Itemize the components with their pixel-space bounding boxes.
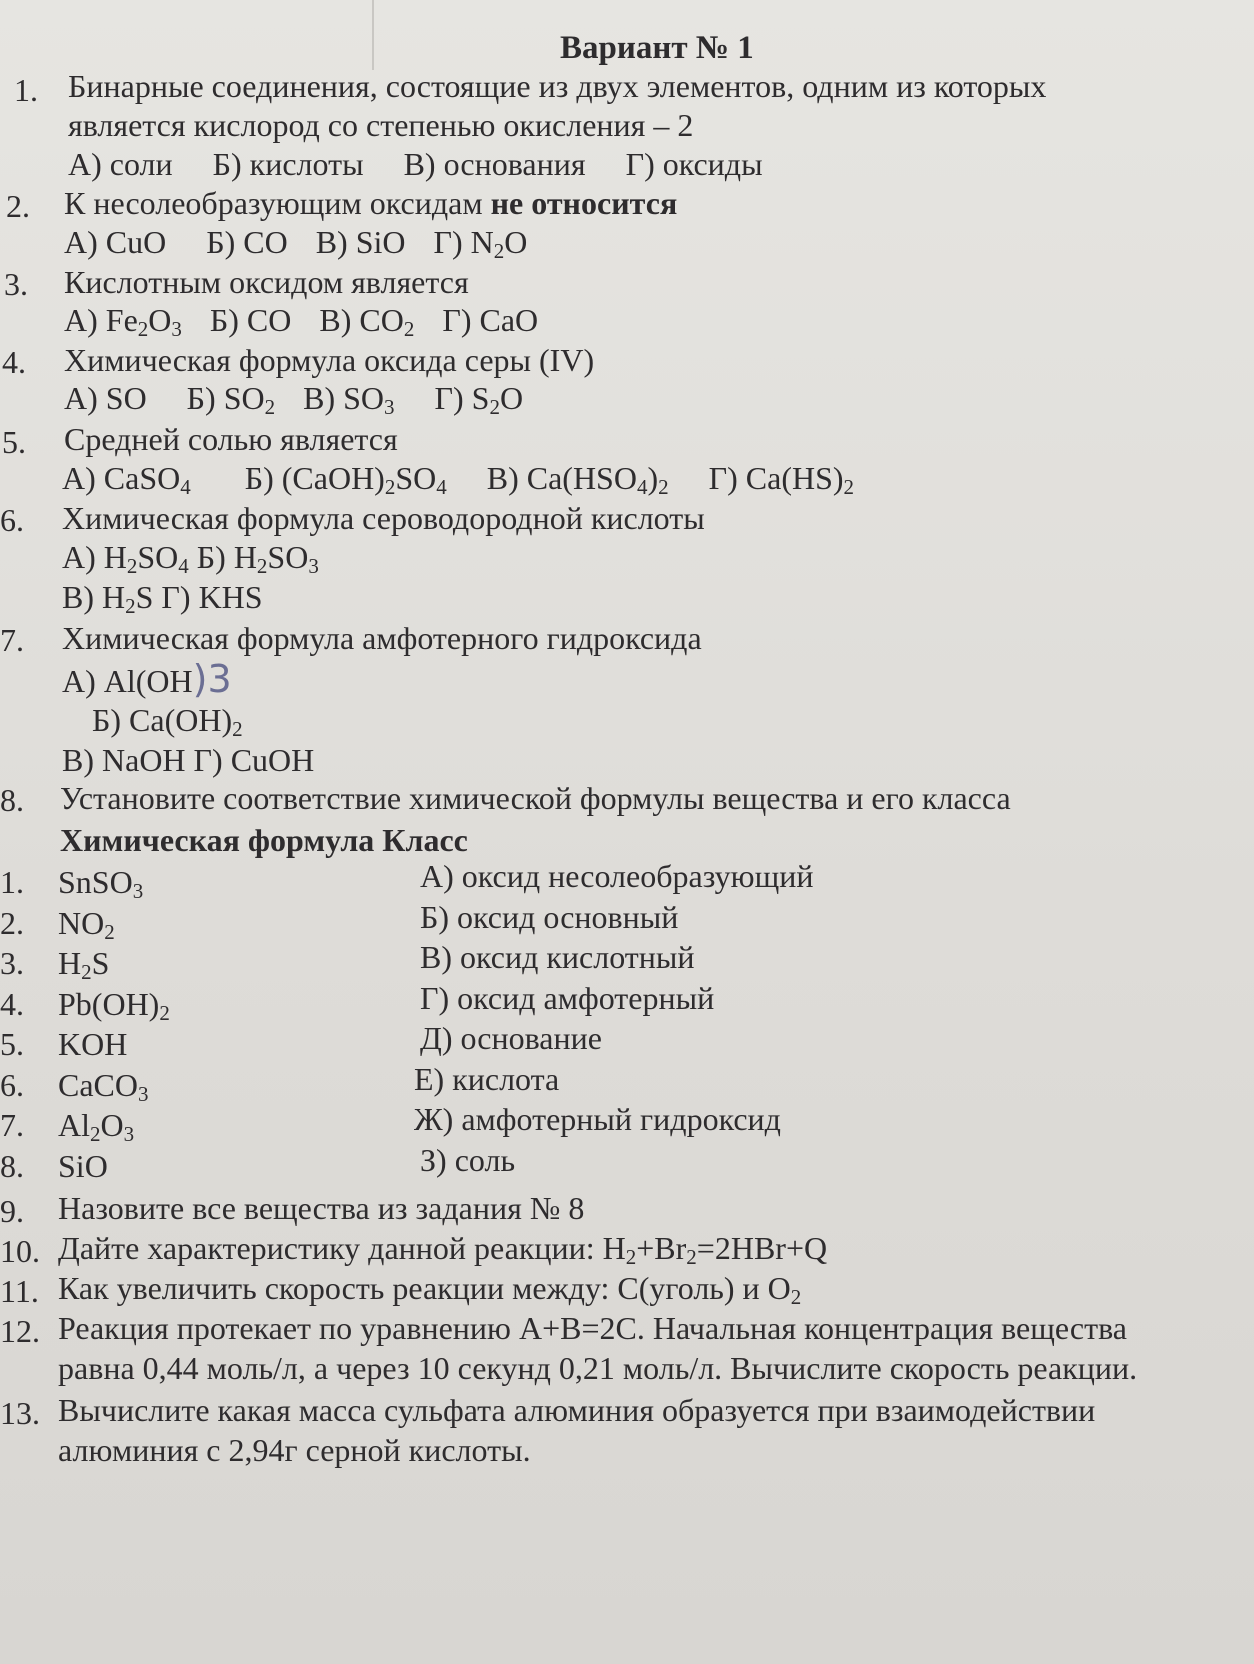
q4-option-b: Б) $SO_2$ <box>186 380 276 419</box>
q7-handwritten-mark: )3 <box>192 657 232 701</box>
q8-formula-number: 3. <box>0 945 24 981</box>
q1-option-v: В) основания <box>403 146 586 182</box>
q8-class-option: Ж) амфотерный гидроксид <box>414 1101 781 1137</box>
q8-class-option: Б) оксид основный <box>420 899 679 935</box>
q4-option-g: Г) $S_2O$ <box>434 380 524 419</box>
q8-formula: CaCO$_3$ <box>58 1067 149 1106</box>
q8-text: Установите соответствие химической формулы вещества и его класса <box>60 780 1011 816</box>
q6-text: Химическая формула сероводородной кислоты <box>62 500 705 536</box>
q1-option-g: Г) оксиды <box>625 146 763 182</box>
q1-text-line1: Бинарные соединения, состоящие из двух элементов, одним из которых <box>68 68 1047 104</box>
q7-option-a-text: А) Al(OH <box>62 663 193 699</box>
q5-text: Средней солью является <box>64 421 398 457</box>
q8-table-header: Химическая формула Класс <box>60 822 468 858</box>
q6-number: 6. <box>0 502 24 538</box>
q1-option-b: Б) кислоты <box>212 146 364 182</box>
q1-options <box>68 144 763 184</box>
q1-number: 1. <box>14 72 38 108</box>
q4-number: 4. <box>2 344 26 380</box>
q13-text-line2: алюминия с 2,94г серной кислоты. <box>58 1432 531 1468</box>
q13-text-line1: Вычислите какая масса сульфата алюминия образуется при взаимодействии <box>58 1392 1096 1428</box>
q1-text-line2: является кислород со степенью окисления – 2 <box>68 107 694 143</box>
q8-formula-number: 7. <box>0 1107 24 1143</box>
q2-option-g: Г) $N_2O$ <box>433 224 528 263</box>
q6-options-line1 <box>62 537 319 577</box>
q3-options <box>64 300 538 340</box>
q8-formula: SiO <box>58 1148 108 1184</box>
q2-options <box>64 222 527 262</box>
q5-options <box>62 458 854 498</box>
q6-option-v-g: В) $H_2S$ Г) KHS <box>62 579 263 618</box>
q8-formula-number: 8. <box>0 1148 24 1184</box>
q5-number: 5. <box>2 424 26 460</box>
q9-number: 9. <box>0 1193 24 1229</box>
q8-class-option: А) оксид несолеобразующий <box>420 858 814 894</box>
q10-number: 10. <box>0 1233 40 1269</box>
q3-option-a: А) $Fe_2O_3$ <box>64 302 182 341</box>
q1-option-a: А) соли <box>68 146 173 182</box>
q6-option-b: Б) $H_2SO_3$ <box>188 539 319 578</box>
q4-options <box>64 378 523 418</box>
q4-text: Химическая формула оксида серы (IV) <box>64 342 595 378</box>
q7-number: 7. <box>0 622 24 658</box>
q7-option-b: Б) $Ca(OH)_2$ <box>92 702 243 741</box>
q6-option-a: А) $H_2SO_4$ <box>62 539 189 578</box>
q8-formula: $H_2S$ <box>58 945 110 984</box>
q8-formula-number: 5. <box>0 1026 24 1062</box>
q11-text: Как увеличить скорость реакции между: С(уголь) и $O_2$ <box>58 1270 802 1309</box>
q5-option-g: Г) $Ca(HS)_2$ <box>708 460 855 499</box>
q11-number: 11. <box>0 1273 39 1309</box>
q7-option-a <box>62 659 232 701</box>
q12-number: 12. <box>0 1313 40 1349</box>
q2-option-b: Б) CO <box>206 224 288 260</box>
q5-option-v: В) $Ca(HSO_4)_2$ <box>486 460 669 499</box>
q4-option-a: А) SO <box>64 380 147 416</box>
q3-option-g: Г) CaO <box>442 302 539 338</box>
q2-option-a: А) CuO <box>64 224 167 260</box>
q8-class-option: Д) основание <box>420 1020 602 1056</box>
q8-formula: KOH <box>58 1026 128 1062</box>
q8-formula-number: 6. <box>0 1067 24 1103</box>
q2-option-v: В) SiO <box>315 224 406 260</box>
paper-fold <box>372 0 374 70</box>
q6-options-line2 <box>62 577 263 617</box>
q5-option-b: Б) $(CaOH)_2SO_4$ <box>244 460 447 499</box>
q13-number: 13. <box>0 1395 40 1431</box>
q8-formula-number: 1. <box>0 864 24 900</box>
q9-text: Назовите все вещества из задания № 8 <box>58 1190 585 1226</box>
q2-text-bold: не относится <box>490 185 678 221</box>
q2-number: 2. <box>6 188 30 224</box>
q7-option-v-g: В) NaOH Г) CuOH <box>62 742 315 778</box>
q10-text: Дайте характеристику данной реакции: $H_2+Br_2=2HBr+Q$ <box>58 1230 828 1269</box>
q8-formula-number: 2. <box>0 905 24 941</box>
q3-option-b: Б) CO <box>209 302 292 338</box>
q8-class-option: Г) оксид амфотерный <box>420 980 715 1016</box>
page-title: Вариант № 1 <box>560 30 754 66</box>
q3-text: Кислотным оксидом является <box>64 264 469 300</box>
q12-text-line1: Реакция протекает по уравнению А+В=2С. Начальная концентрация вещества <box>58 1310 1127 1346</box>
q8-class-option: З) соль <box>420 1142 516 1178</box>
q8-class-option: В) оксид кислотный <box>420 939 695 975</box>
q4-option-v: В) $SO_3$ <box>303 380 395 419</box>
q8-number: 8. <box>0 782 24 818</box>
q3-number: 3. <box>4 266 28 302</box>
q5-option-a: А) CaSO$_4$ <box>62 460 191 499</box>
q7-text: Химическая формула амфотерного гидроксида <box>62 620 702 656</box>
q2-text-main: К несолеобразующим оксидам <box>64 185 491 221</box>
q2-text <box>64 183 677 223</box>
q8-formula: $Pb(OH)_2$ <box>58 986 170 1025</box>
q8-formula: $Al_2O_3$ <box>58 1107 135 1146</box>
q8-formula-number: 4. <box>0 986 24 1022</box>
q3-option-v: В) $CO_2$ <box>319 302 415 341</box>
q8-class-option: Е) кислота <box>414 1061 560 1097</box>
q8-formula: SnSO$_3$ <box>58 864 144 903</box>
q8-formula: $NO_2$ <box>58 905 115 944</box>
q12-text-line2: равна 0,44 моль/л, а через 10 секунд 0,21 моль/л. Вычислите скорость реакции. <box>58 1350 1138 1386</box>
